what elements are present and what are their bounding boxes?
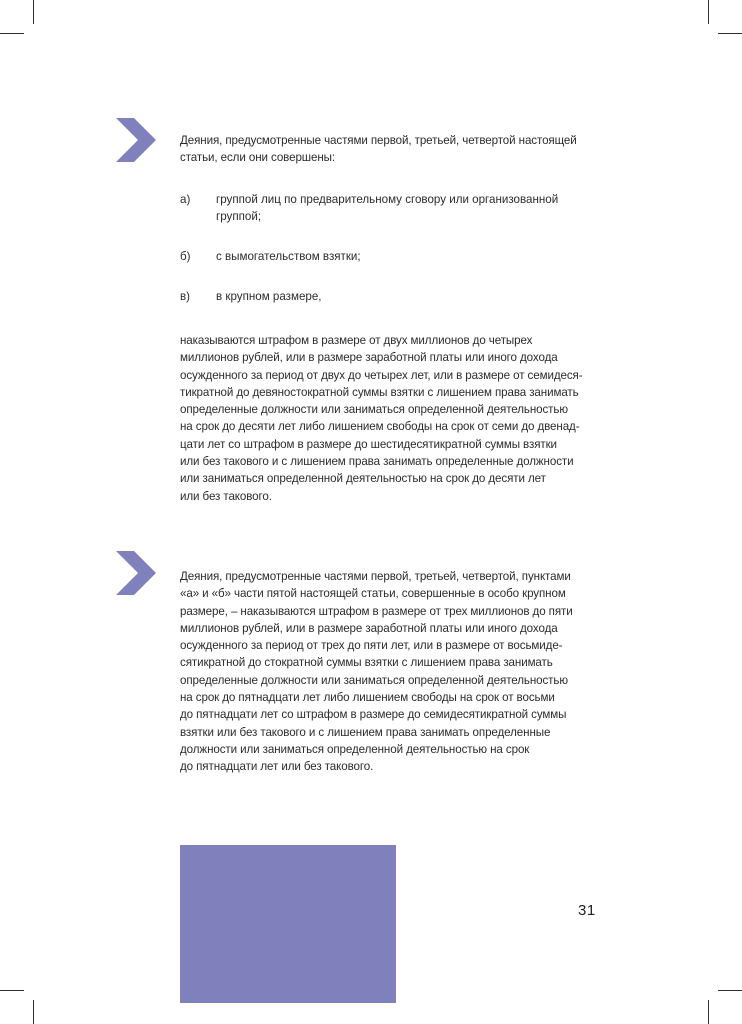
section2-text: Деяния, предусмотренные частями первой, третьей, четвертой, пунктами «а» и «б» части пятой настоящей статьи, совершенные в особо крупном размере, – наказываются штрафом в размере от трех миллионов до пяти миллионов рублей, или в размере заработной платы или иного дохода осужденного за период от трех до пяти лет, или в размере от восьмиде- сятикратной до стократной суммы взятки с лишением права занимать определенные должности или заниматься определенной деятельностью на срок до пятнадцати лет либо лишением свободы на срок от восьми до пятнадцати лет со штрафом в размере до семидесятикратной суммы взятки или без такового и с лишением права занимать определенные должности или заниматься определенной деятельностью на срок до пятнадцати лет или без такового. — [180, 570, 573, 774]
crop-mark — [33, 1000, 34, 1024]
chevron-right-icon — [116, 551, 156, 595]
crop-mark — [718, 990, 742, 991]
page-number: 31 — [578, 902, 596, 919]
list-marker: в) — [180, 290, 191, 303]
crop-mark — [708, 0, 709, 24]
list-marker: а) — [180, 193, 191, 206]
decorative-block — [180, 845, 396, 1003]
crop-mark — [0, 33, 24, 34]
list-item-text: группой лиц по предварительному сговору или организованной группой; — [216, 193, 559, 224]
crop-mark — [0, 990, 24, 991]
list-marker: б) — [180, 250, 191, 263]
list-item-text: с вымогательством взятки; — [216, 250, 361, 263]
section1-intro: Деяния, предусмотренные частями первой, третьей, четвертой настоящей статьи, если они совершены: — [180, 134, 577, 165]
section1-penalty: наказываются штрафом в размере от двух миллионов до четырех миллионов рублей, или в размере заработной платы или иного дохода осужденного за период от двух до четырех лет, или в размере от семидеся- тикратной до девяностократной суммы взятки с лишением права занимать определенные должности или заниматься определенной деятельностью на срок до десяти лет либо лишением свободы на срок от семи до двенад- цати лет со штрафом в размере до шестидесятикратной суммы взятки или без такового и с лишением права занимать определенные должности или заниматься определенной деятельностью на срок до десяти лет или без такового. — [180, 334, 583, 503]
list-item-text: в крупном размере, — [216, 290, 322, 303]
crop-mark — [33, 0, 34, 24]
crop-mark — [708, 1000, 709, 1024]
crop-mark — [718, 33, 742, 34]
chevron-right-icon — [116, 118, 156, 162]
